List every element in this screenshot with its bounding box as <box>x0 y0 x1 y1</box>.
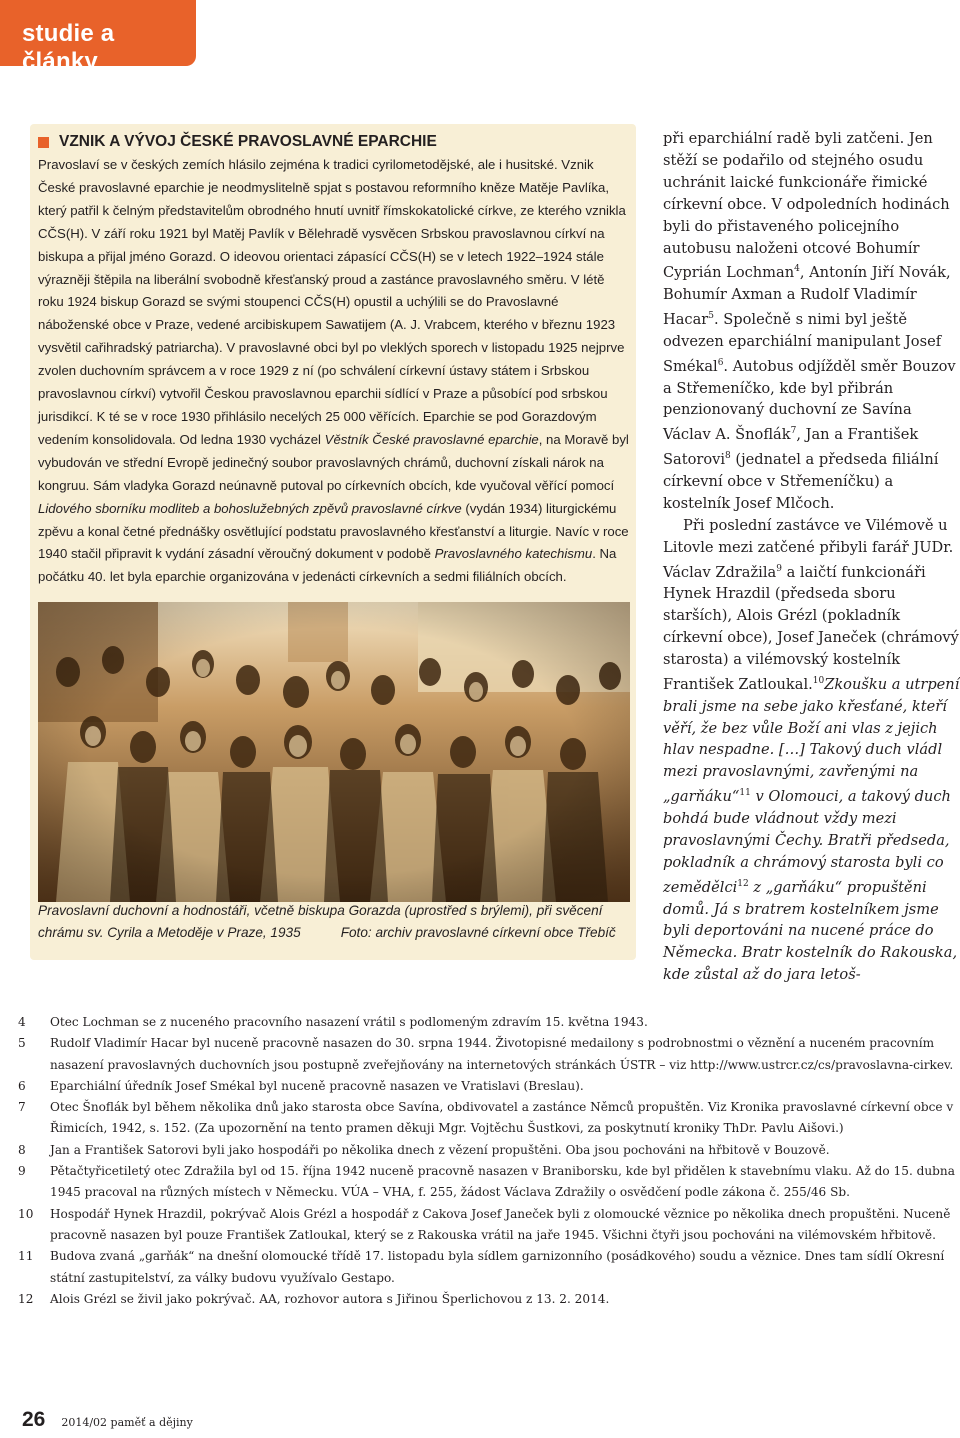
col-text-f: (jednatel a předseda filiální církevní obce v Střemeníčku) a kostelník Josef Mlčoch. <box>663 450 939 512</box>
column-paragraph-1 <box>663 128 960 515</box>
footnote <box>18 1204 960 1247</box>
footnote-text: Pětačtyřicetiletý otec Zdražila byl od 15. října 1942 nuceně pracovně nasazen v Braniborsku, kde byl přidělen k stavebnímu vlaku. Až do 15. dubna 1945 pracoval na různých místech v Německu. VÚA – VHA, f. 255, žádost Václava Zdražily o osvědčení podle zákona č. 255/46 Sb. <box>50 1164 955 1200</box>
box-text-periodical: Věstník České pravoslavné eparchie <box>324 431 539 447</box>
footnote-text: Jan a František Satorovi byli jako hospodáři po několika dnech z vězení propuštěni. Oba jsou pochováni na hřbitově v Bouzově. <box>50 1142 830 1157</box>
box-title <box>38 132 630 152</box>
col-text-h: a laičtí funkcionáři Hynek Hrazdil (předseda sboru starších), Alois Grézl (pokladník církevní obce), Josef Janeček (chrámový starosta) a vilémovský kostelník František Zatloukal. <box>663 563 959 693</box>
footnote-ref-8[interactable]: 8 <box>725 451 731 462</box>
col-text-g: Při poslední zastávce ve Vilémově u Litovle mezi zatčené přibyli farář JUDr. Václav Zdražila <box>663 516 954 581</box>
col-quote-b: v Olomouci, a takový duch bohdá bude vládnout vždy mezi pravoslavnými Čechy. Bratři předseda, pokladník a chrámový starosta byli co zemědělci <box>663 788 951 896</box>
footnote-text: Alois Grézl se živil jako pokrývač. AA, rozhovor autora s Jiřinou Šperlichovou z 13. 2. 2014. <box>50 1291 610 1306</box>
footnote <box>18 1246 960 1289</box>
footnote-text: Eparchiální úředník Josef Smékal byl nuceně pracovně nasazen ve Vratislavi (Breslau). <box>50 1078 584 1093</box>
footnote-number: 9 <box>18 1164 26 1179</box>
col-text-a: při eparchiální radě byli zatčeni. Jen stěží se podařilo od stejného osudu uchránit laické funkcionáře řimické církevní obce. V odpoledních hodinách byli do přistaveného policejního autobusu naloženi otcové Bohumír Cyprián Lochman <box>663 130 950 282</box>
footnote-ref-7[interactable]: 7 <box>790 426 797 437</box>
photo-credit: Foto: archiv pravoslavné církevní obce Třebíč <box>340 925 616 940</box>
column-paragraph-2 <box>663 515 960 986</box>
footnote-text: Hospodář Hynek Hrazdil, pokrývač Alois Grézl a hospodář z Cakova Josef Janeček byli z olomoucké věznice po několika dnech propuštěni. Nuceně pracovně nasazen byl pouze František Zatloukal, který se z Rakouska vrátil na jaře 1945. Všichni čtyři jsou pochováni na vilémovském hřbitově. <box>50 1206 951 1242</box>
footnote-ref-11[interactable]: 11 <box>739 788 751 799</box>
footnote-number: 7 <box>18 1100 26 1115</box>
footnote <box>18 1140 960 1161</box>
box-text-4: . Na počátku 40. let byla eparchie organizována v jedenácti církevních a sedmi filiálních obcích. <box>38 546 617 585</box>
footnote-number: 11 <box>18 1249 34 1264</box>
footnote-number: 10 <box>18 1206 34 1221</box>
footnotes <box>18 1012 960 1310</box>
historical-photo <box>38 602 630 902</box>
footnote-ref-4[interactable]: 4 <box>794 264 800 275</box>
footnote-number: 5 <box>18 1036 26 1051</box>
col-text-d: . Autobus odjížděl směr Bouzov a Střemeníčko, kde byl přibrán penzionovaný duchovní ze Savína Václav A. Šnoflák <box>663 357 956 444</box>
footnote-ref-6[interactable]: 6 <box>717 357 724 368</box>
footnote-number: 8 <box>18 1142 26 1157</box>
footnote-ref-5[interactable]: 5 <box>708 311 715 322</box>
footnote-number: 12 <box>18 1291 34 1306</box>
footnote-number: 4 <box>18 1015 26 1029</box>
caption-text: Pravoslavní duchovní a hodnostáři, včetně biskupa Gorazda (uprostřed s brýlemi), při svěcení chrámu sv. Cyrila a Metoděje v Praze, 1935 <box>38 903 603 940</box>
footnote-ref-12[interactable]: 12 <box>737 878 749 889</box>
footnote-text: Otec Lochman se z nuceného pracovního nasazení vrátil s podlomeným zdravím 15. května 1943. <box>50 1015 648 1029</box>
footnote-ref-10[interactable]: 10 <box>812 675 825 686</box>
footnote-number: 6 <box>18 1078 26 1093</box>
journal-name: 2014/02 paměť a dějiny <box>61 1416 193 1429</box>
col-text-b: , Antonín Jiří Novák, Bohumír Axman a Rudolf Vladimír Hacar <box>663 264 951 328</box>
footnote <box>18 1076 960 1097</box>
box-text-2: , na Moravě byl vybudován ve střední Evropě jedinečný soubor pravoslavných chrámů, duchovní získali nárok na kongruu. Sám vladyka Gorazd neúnavně putoval po církevních obcích, kde vyučoval věřící pomocí <box>38 431 629 493</box>
footnote-text: Otec Šnoflák byl během několika dnů jako starosta obce Savína, obdivovatel a zastánce Němců propuštěn. Viz Kronika pravoslavné církevní obce v Řimicích, 1942, s. 152. (Za upozornění na tento pramen děkuji Mgr. Vojtěchu Šustkovi, za poskytnutí kroniky ThDr. Pavlu Aišovi.) <box>50 1100 954 1136</box>
box-text-1: Pravoslaví se v českých zemích hlásilo zejména k tradici cyrilometodějské, ale i husitské. Vznik České pravoslavné eparchie je neodmyslitelně spjat s postavou reformního kněze Matěje Pavlíka, který patřil k čelným představitelům obrodného hnutí uvnitř římskokatolické církve, ze kterého vznikla CČS(H). V září roku 1921 byl Matěj Pavlík v Bělehradě vysvěcen Srbskou pravoslavnou církví na biskupa a přijal jméno Gorazd. O ideovou orientaci zápasící CČS(H) se v letech 1922–1924 stále výrazněji štěpila na liberální svobodně křesťanský proud a zastánce pravoslavného směru. V létě roku 1924 biskup Gorazd se svými stoupenci CČS(H) opustil a uchýlili se do Pravoslavné náboženské obce v Praze, vedené arcibiskupem Sawatijem (A. J. Vrabcem, kterého v březnu 1923 vysvětil cařihradský patriarcha). V pravoslavné obci byl po vleklých sporech v listopadu 1925 nejprve zvolen duchovním správcem a v roce 1929 z ní (po schválení církevní ústavy státem i Srbskou pravoslavnou církví) vytvořil Českou pravoslavnou eparchii sídlící v Praze a působící pod srbskou jurisdikcí. K té se v roce 1930 přihlásilo necelých 25 000 věřících. Eparchie se pod Gorazdovým vedením konsolidovala. Od ledna 1930 vycházel <box>38 157 626 447</box>
footnote-text: Rudolf Vladimír Hacar byl nuceně pracovně nasazen do 30. srpna 1944. Životopisné medailony s podrobnostmi o věznění a nuceném pracovním nasazení pravoslavných duchovních jsou postupně zveřejňovány na internetových stránkách ÚSTR – viz http://www.ustrcr.cz/cs/pravoslavna-cirkev. <box>50 1036 954 1072</box>
box-text-3: (vydán 1934) liturgickému zpěvu a konal četné přednášky osvětlující podstatu pravoslavného křesťanství a liturgie. Navíc v roce 1940 stačil připravit k vydání zásadní věroučný dokument v podobě <box>38 500 629 562</box>
col-text-c: . Společně s nimi byl ještě odvezen eparchiální manipulant Josef Smékal <box>663 310 942 375</box>
box-text-katechismus: Pravoslavného katechismu <box>434 546 593 562</box>
footnote <box>18 1097 960 1140</box>
footnote-ref-9[interactable]: 9 <box>776 563 782 574</box>
photo-caption <box>38 900 630 944</box>
footnote <box>18 1161 960 1204</box>
footnote-text: Budova zvaná „garňák“ na dnešní olomoucké třídě 17. listopadu byla sídlem garnizonního (posádkového) soudu a věznice. Dnes tam sídlí Okresní státní zastupitelství, za války budovu využívalo Gestapo. <box>50 1249 945 1285</box>
box-title-text: VZNIK A VÝVOJ ČESKÉ PRAVOSLAVNÉ EPARCHIE <box>59 133 437 150</box>
col-text-e: , Jan a František Satorovi <box>663 426 919 468</box>
main-column <box>663 128 960 986</box>
footnote <box>18 1289 960 1310</box>
sidebar-box <box>30 124 636 960</box>
col-quote-a: Zkoušku a utrpení brali jsme na sebe jako křesťané, kteří věří, že bez vůle Boží ani vlas z jejich hlav nespadne. […] Takový duch vládl mezi pravoslavnými, zavřenými na „garňáku“ <box>663 675 960 806</box>
col-quote-c: z „garňáku“ propuštěni domů. Já s bratrem kostelníkem jsme byli deportováni na nucené práce do Německa. Bratr kostelník do Rakouska, kde zůstal až do jara letoš- <box>663 878 958 984</box>
section-tab: studie a články <box>0 0 196 66</box>
orange-square-icon <box>38 137 49 148</box>
page-footer <box>22 1408 193 1438</box>
footnote <box>18 1033 960 1076</box>
page-number: 26 <box>22 1408 46 1431</box>
footnote <box>18 1012 960 1033</box>
box-paragraph <box>38 154 630 589</box>
box-text-sbornik: Lidového sborníku modliteb a bohoslužebných zpěvů pravoslavné církve <box>38 500 462 516</box>
